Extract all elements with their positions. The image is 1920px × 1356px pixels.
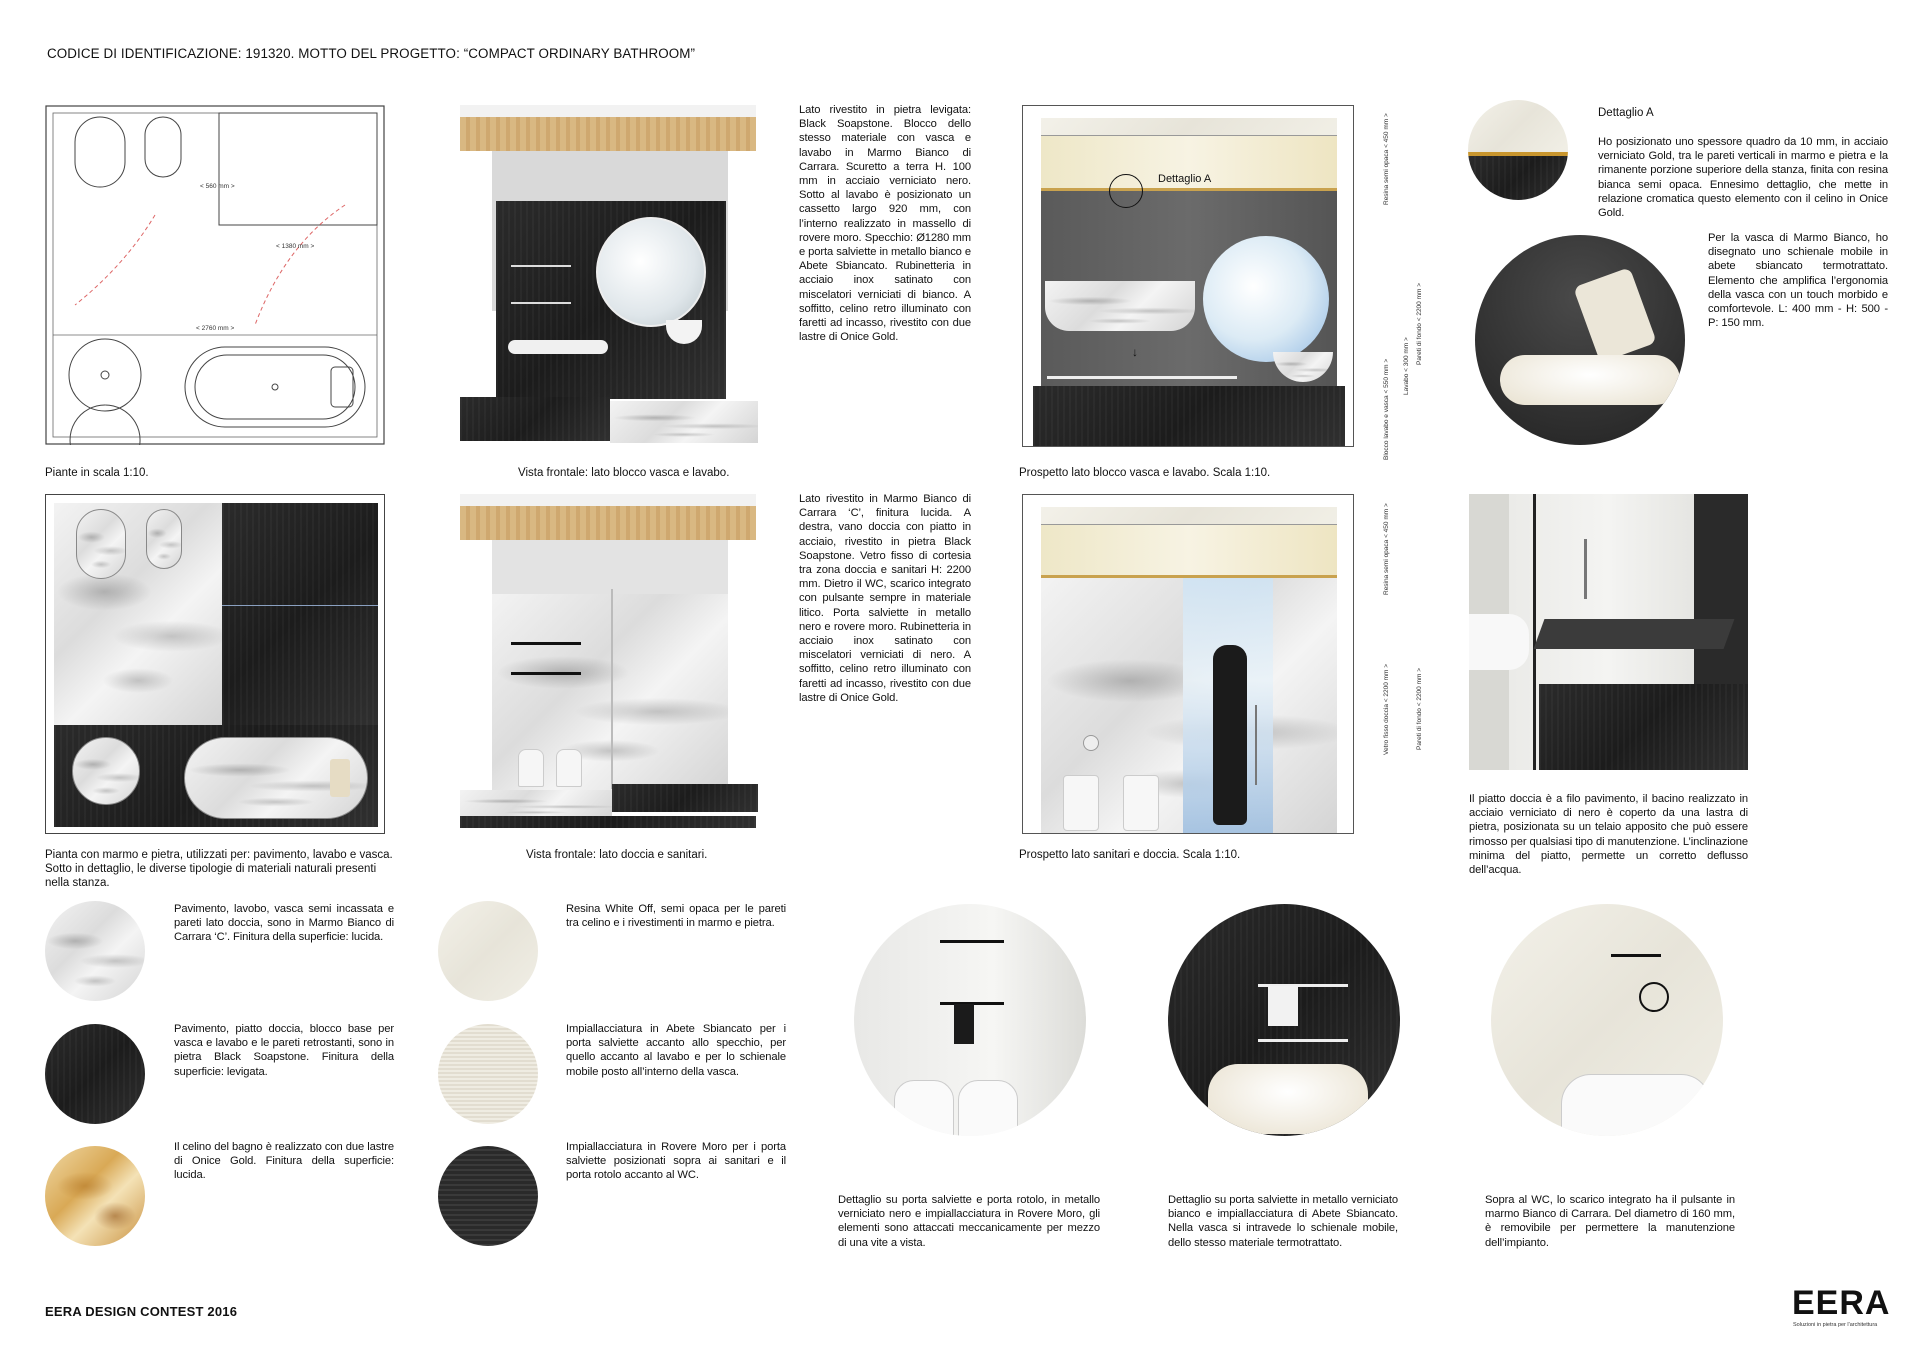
material-description: Impiallacciatura in Abete Sbiancato per i porta salviette accanto allo specchio, per quello accanto al lavabo e per lo schienale mobile posto all’interno della vasca. [566, 1023, 786, 1078]
material-description: Resina White Off, semi opaca per le pareti tra celino e i rivestimenti in marmo e pietra. [566, 903, 786, 930]
backrest-text: Per la vasca di Marmo Bianco, ho disegnato uno schienale mobile in abete sbiancato termotrattato. Elemento che amplifica l’ergonomia della vasca con un touch morbido e comfortevole. L: 400 mm - H: 500 - P: 150 mm. [1708, 232, 1888, 330]
view-description: Lato rivestito in pietra levigata: Black Soapstone. Blocco dello stesso materiale con vasca e lavabo in Marmo Bianco di Carrara. Scuretto a terra H. 100 mm in acciaio verniciato nero. Sotto al lavabo è posizionato un cassetto largo 920 mm, con l’interno realizzato in massello di rovere moro. Specchio: Ø1280 mm e porta salviette in metallo bianco e Abete Sbiancato. Rubinetteria in acciaio inox satinato con miscelatori verniciati di bianco. A soffitto, celino retro illuminato con faretti ad incasso, rivestito con due lastre di Onice Gold. [799, 104, 971, 344]
dim-label: Pareti di fondo < 2200 mm > [1416, 282, 1423, 365]
detail-description: Dettaglio su porta salviette in metallo verniciato bianco e impiallacciatura di Abete Sbiancato. Nella vasca si intravede lo schienale mobile, dello stesso materiale termotrattato. [1168, 1194, 1398, 1249]
dim-label: Lavabo < 300 mm > [1403, 337, 1410, 395]
resin-swatch [438, 901, 538, 1001]
dim-label: Pareti di fondo < 2200 mm > [1416, 667, 1423, 750]
white-towel-rack-detail-render [1168, 904, 1400, 1136]
wc-flush-detail-render [1491, 904, 1723, 1136]
detail-a-swatch [1468, 100, 1568, 200]
detail-a-text: Ho posizionato uno spessore quadro da 10 mm, in acciaio verniciato Gold, tra le pareti verticali in marmo e pietra e la rimanente porzione superiore della stanza, finita con resina bianca semi opaca. Ennesimo dettaglio, che mette in relazione cromatica questo elemento con il celino in Onice Gold. [1598, 136, 1888, 220]
dim-label: Resina semi opaca < 450 mm > [1383, 503, 1390, 595]
eera-logo: EERA [1792, 1284, 1891, 1322]
detail-a-label: Dettaglio A [1158, 173, 1212, 185]
material-description: Impiallacciatura in Rovere Moro per i porta salviette posizionati sopra ai sanitari e il porta rotolo accanto al WC. [566, 1141, 786, 1182]
shower-text: Il piatto doccia è a filo pavimento, il bacino realizzato in acciaio verniciato di nero è coperto da una lastra di pietra, posizionata su un telaio apposito che può essere rimosso per qualsiasi tipo di manutenzione. L’inclinazione minima del piatto, permette un corretto deflusso dell’acqua. [1469, 793, 1748, 877]
floor-plan-drawing [45, 105, 385, 445]
elevation-shower-caption: Prospetto lato sanitari e doccia. Scala 1:10. [1019, 849, 1241, 861]
towel-rack-detail-render [854, 904, 1086, 1136]
material-plan-caption: Pianta con marmo e pietra, utilizzati per: pavimento, lavabo e vasca. Sotto in dettaglio, le diverse tipologie di materiali naturali presenti nella stanza. [45, 849, 393, 889]
dim-label: < 1380 mm > [276, 243, 315, 250]
contest-footer: EERA DESIGN CONTEST 2016 [45, 1304, 238, 1319]
dim-label: Vetro fisso doccia < 2200 mm > [1383, 663, 1390, 755]
onyx-gold-swatch [45, 1146, 145, 1246]
marble-swatch [45, 901, 145, 1001]
view-caption: Vista frontale: lato blocco vasca e lavabo. [518, 467, 730, 479]
elevation-shower-drawing [1022, 494, 1354, 834]
detail-a-title: Dettaglio A [1598, 107, 1654, 119]
abete-swatch [438, 1024, 538, 1124]
detail-description: Dettaglio su porta salviette e porta rotolo, in metallo verniciato nero e impiallacciatura in Rovere Moro, gli elementi sono attaccati meccanicamente per mezzo di una vite a vista. [838, 1194, 1100, 1249]
logo-tagline: Soluzioni in pietra per l'architettura [1793, 1322, 1878, 1328]
elevation-caption: Prospetto lato blocco vasca e lavabo. Scala 1:10. [1019, 467, 1271, 479]
arrow-down-icon: ↓ [1132, 345, 1138, 359]
dim-label: Blocco lavabo e vasca < 550 mm > [1383, 358, 1390, 460]
elevation-drawing [1022, 105, 1354, 447]
page-title: CODICE DI IDENTIFICAZIONE: 191320. MOTTO DEL PROGETTO: “COMPACT ORDINARY BATHROOM” [47, 46, 696, 61]
front-view-render [456, 105, 758, 450]
material-description: Il celino del bagno è realizzato con due lastre di Onice Gold. Finitura della superficie: lucida. [174, 1141, 394, 1182]
plan-caption: Piante in scala 1:10. [45, 467, 149, 479]
detail-description: Sopra al WC, lo scarico integrato ha il pulsante in marmo Bianco di Carrara. Del diametro di 160 mm, è removibile per permettere la manutenzione dell’impianto. [1485, 1194, 1735, 1249]
shower-render [1469, 494, 1748, 770]
front-view-shower-render [456, 494, 758, 834]
view-shower-caption: Vista frontale: lato doccia e sanitari. [526, 849, 708, 861]
dim-label: Resina semi opaca < 450 mm > [1383, 113, 1390, 205]
material-description: Pavimento, lavobo, vasca semi incassata e pareti lato doccia, sono in Marmo Bianco di Carrara ‘C’. Finitura della superficie: lucida. [174, 903, 394, 944]
dim-label: < 560 mm > [200, 183, 235, 190]
material-plan-drawing [45, 494, 385, 834]
black-soapstone-swatch [45, 1024, 145, 1124]
dim-label: < 2760 mm > [196, 325, 235, 332]
rovere-swatch [438, 1146, 538, 1246]
bathtub-backrest-render [1475, 235, 1685, 445]
view-shower-description: Lato rivestito in Marmo Bianco di Carrara ‘C’, finitura lucida. A destra, vano doccia con piatto in acciaio, rivestito in pietra Black Soapstone. Vetro fisso di cortesia tra zona doccia e sanitari H: 2200 mm. Dietro il WC, scarico integrato con pulsante sempre in materiale litico. Porta salviette in metallo nero e rovere moro. Rubinetteria in acciaio inox satinato con miscelatori verniciati di nero. A soffitto, celino retro illuminato con faretti ad incasso, rivestito con due lastre di Onice Gold. [799, 493, 971, 704]
material-description: Pavimento, piatto doccia, blocco base per vasca e lavabo e le pareti retrostanti, sono in pietra Black Soapstone. Finitura della superficie: levigata. [174, 1023, 394, 1078]
